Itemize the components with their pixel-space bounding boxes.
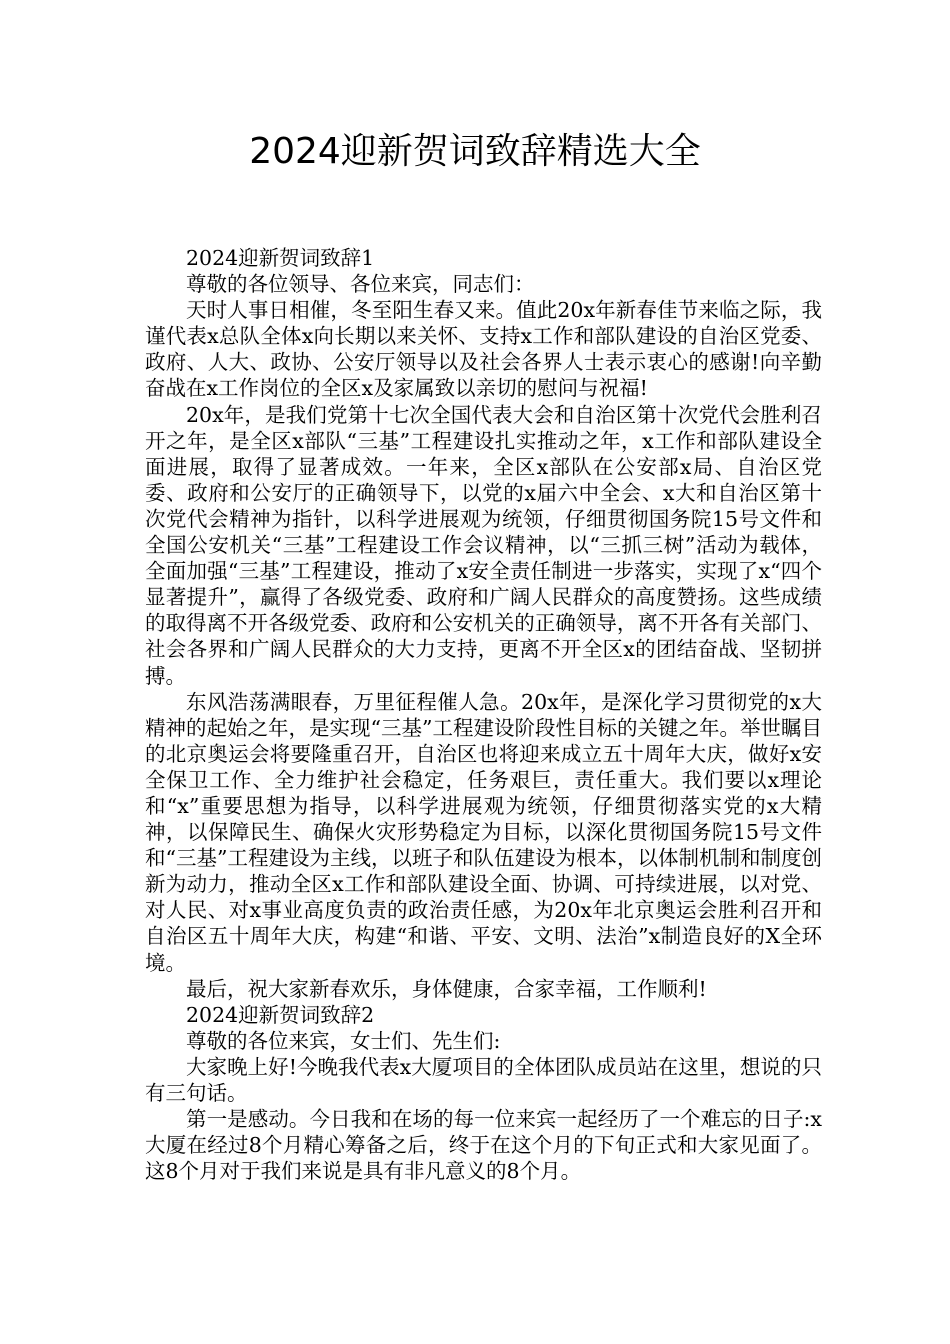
document-body [145,245,822,1184]
salutation: 尊敬的各位领导、各位来宾，同志们： [186,272,535,297]
section-heading: 2024迎新贺词致辞2 [186,1002,375,1027]
document-title: 2024迎新贺词致辞精选大全 [249,131,701,172]
salutation: 尊敬的各位来宾，女士们、先生们: [186,1028,501,1053]
section-heading: 2024迎新贺词致辞1 [186,246,375,270]
paragraph: 最后，祝大家新春欢乐，身体健康，合家幸福，工作顺利! [186,976,707,1001]
paragraph: 天时人事日相催，冬至阳生春又来。值此20x年新春佳节来临之际，我谨代表x总队全体x向长期以来关怀、支持x工作和部队建设的自治区党委、政府、人大、政协、公安厅领导以及社会各界人士表示衷心的感谢!向辛勤奋战在x工作岗位的全区x及家属致以亲切的慰问与祝福! [145,298,822,401]
paragraph: 东风浩荡满眼春，万里征程催人急。20x年，是深化学习贯彻党的x大精神的起始之年，是实现“三基”工程建设阶段性目标的关键之年。举世瞩目的北京奥运会将要隆重召开，自治区也将迎来成立五十周年大庆，做好x安全保卫工作、全力维护社会稳定，任务艰巨，责任重大。我们要以x理论和“x”重要思想为指导，以科学进展观为统领，仔细贯彻落实党的x大精神，以保障民生、确保火灾形势稳定为目标，以深化贯彻国务院15号文件和“三基”工程建设为主线，以班子和队伍建设为根本，以体制机制和制度创新为动力，推动全区x工作和部队建设全面、协调、可持续进展，以对党、对人民、对x事业高度负责的政治责任感，为20x年北京奥运会胜利召开和自治区五十周年大庆，构建“和谐、平安、文明、法治”x制造良好的X全环境。 [145,689,822,975]
paragraph: 20x年，是我们党第十七次全国代表大会和自治区第十次党代会胜利召开之年，是全区x部队“三基”工程建设扎实推动之年，x工作和部队建设全面进展，取得了显著成效。一年来，全区x部队在公安部x局、自治区党委、政府和公安厅的正确领导下，以党的x届六中全会、x大和自治区第十次党代会精神为指针，以科学进展观为统领，仔细贯彻国务院15号文件和全国公安机关“三基”工程建设工作会议精神，以“三抓三树”活动为载体，全面加强“三基”工程建设，推动了x安全责任制进一步落实，实现了x“四个显著提升”，赢得了各级党委、政府和广阔人民群众的高度赞扬。这些成绩的取得离不开各级党委、政府和公安机关的正确领导，离不开各有关部门、社会各界和广阔人民群众的大力支持，更离不开全区x的团结奋战、坚韧拼搏。 [145,402,822,688]
paragraph: 第一是感动。今日我和在场的每一位来宾一起经历了一个难忘的日子:x大厦在经过8个月精心筹备之后，终于在这个月的下旬正式和大家见面了。这8个月对于我们来说是具有非凡意义的8个月。 [145,1107,822,1184]
paragraph: 大家晚上好!今晚我代表x大厦项目的全体团队成员站在这里，想说的只有三句话。 [145,1054,822,1105]
